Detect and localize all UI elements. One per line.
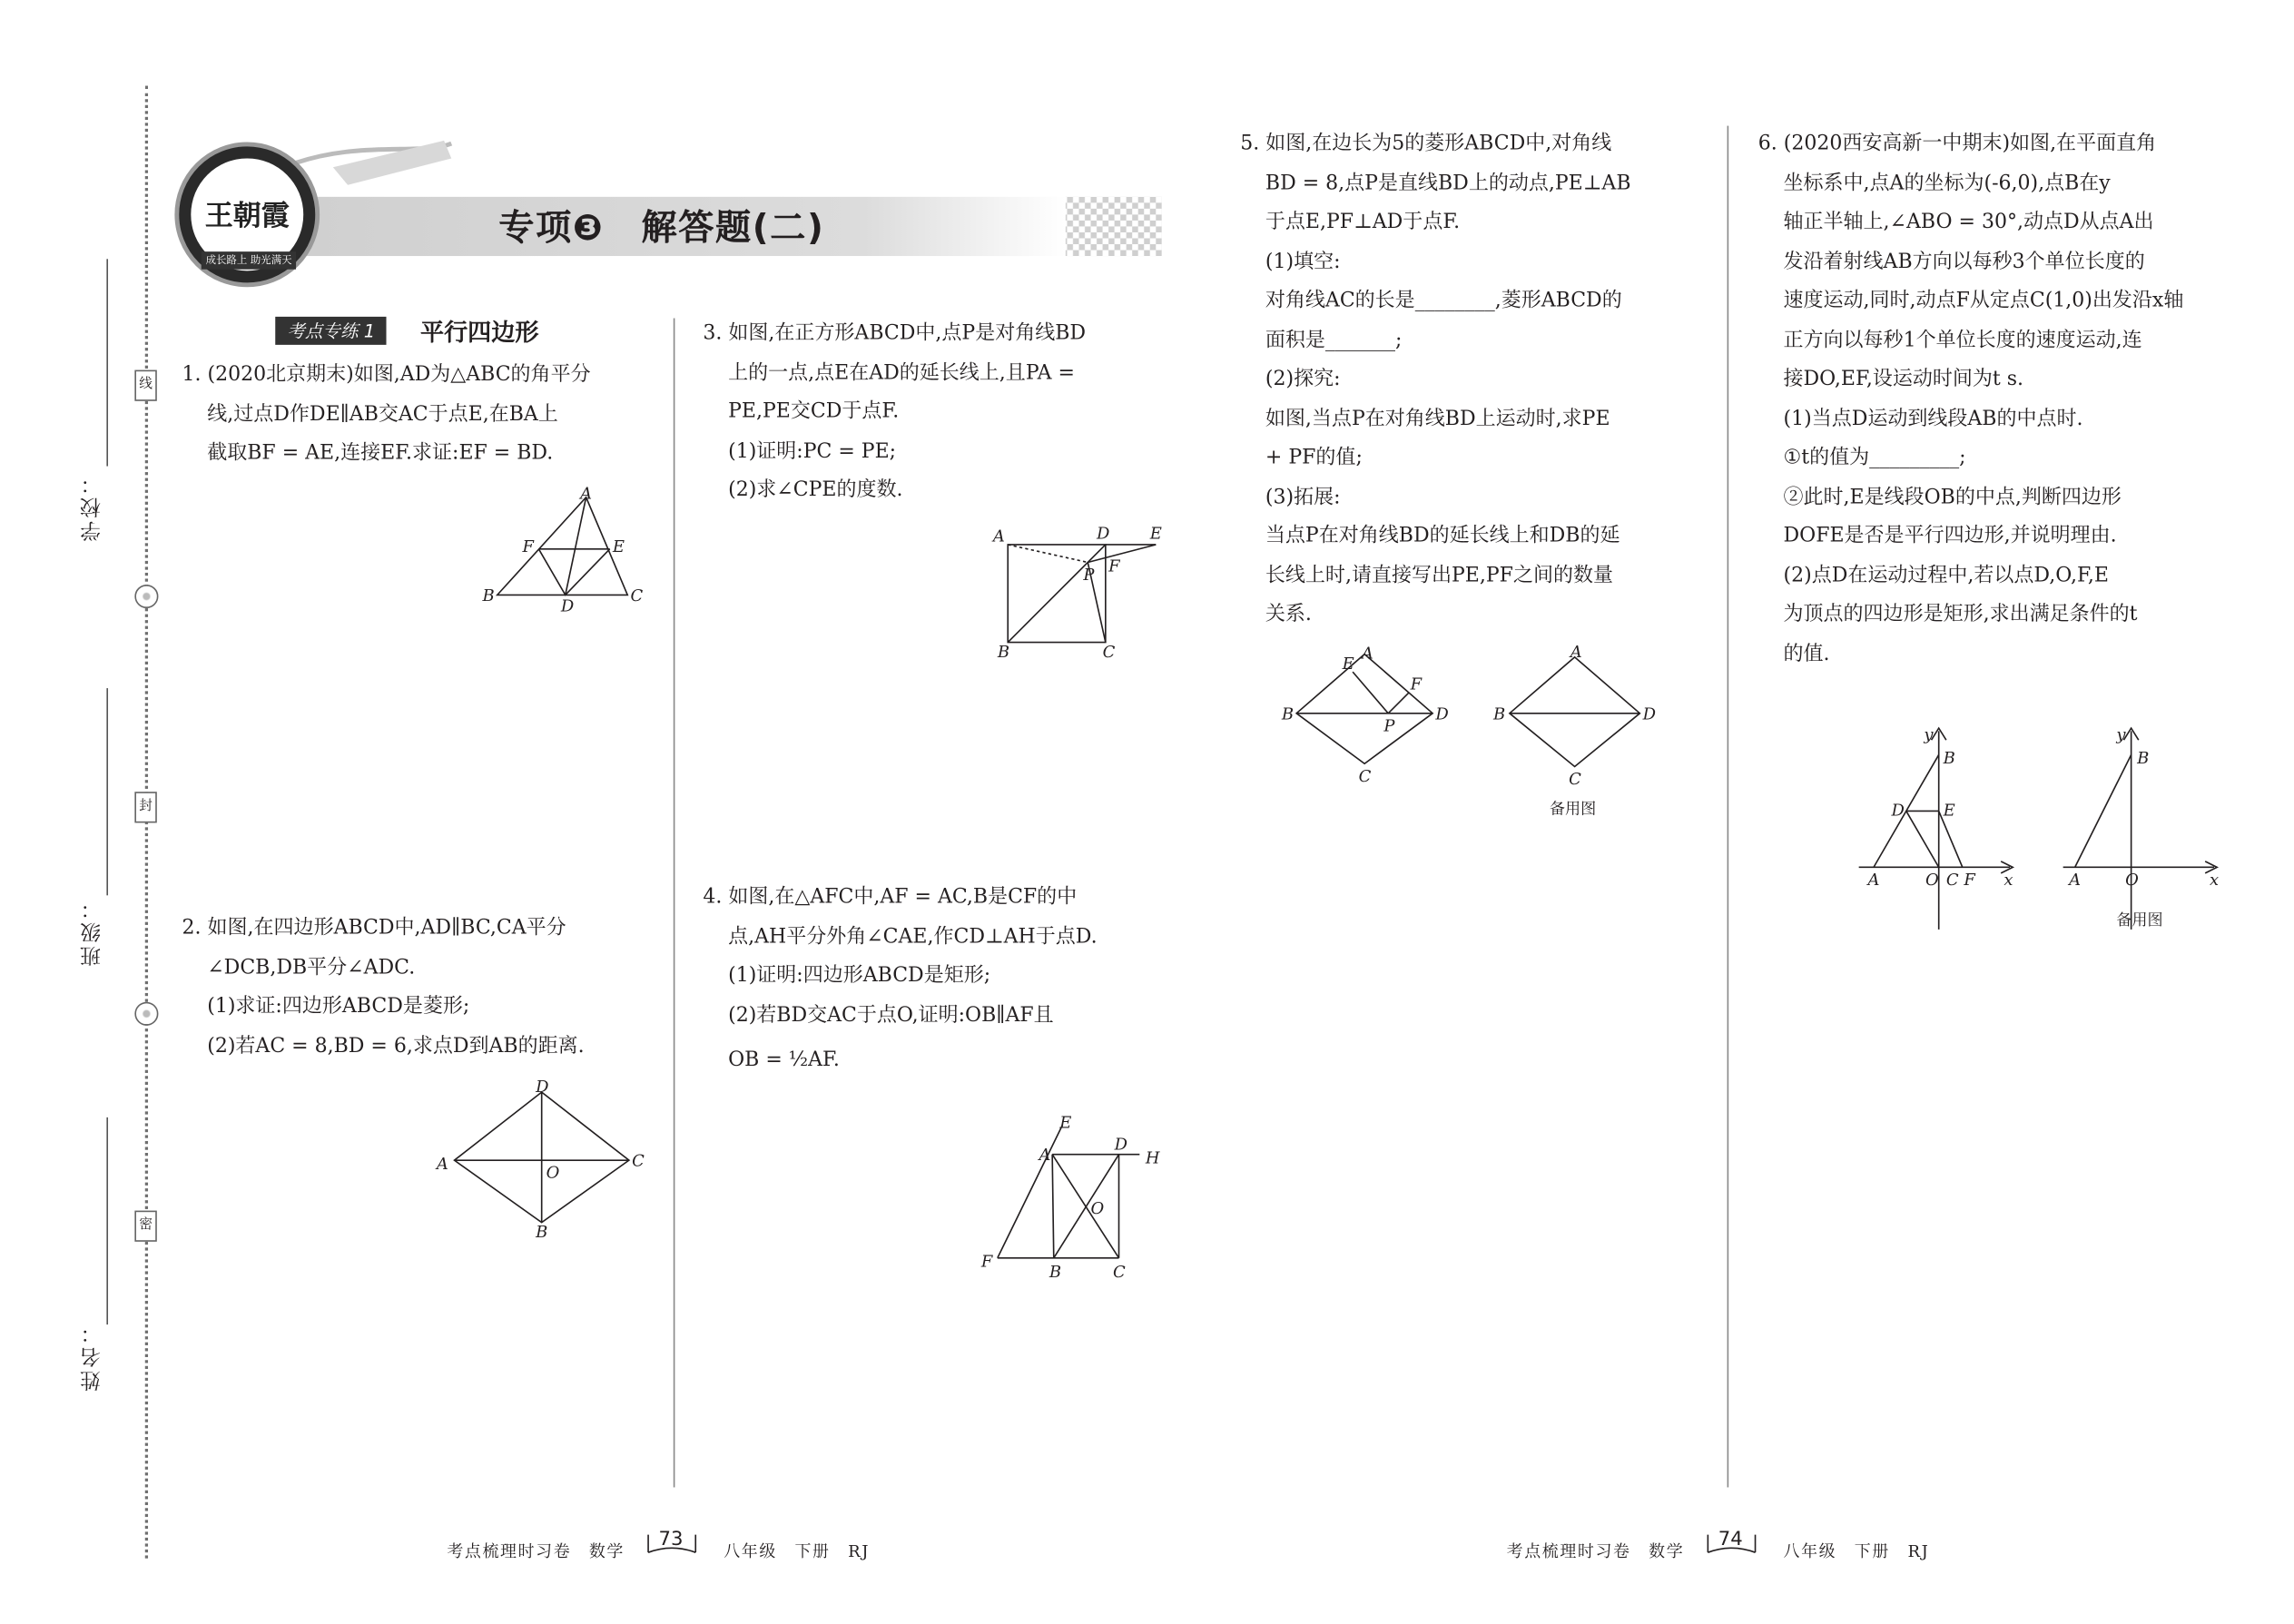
name-underline [106,259,108,466]
fig2-label-d: D [536,1078,549,1097]
page-title: 专项❸ 解答题(二) [498,207,825,249]
fig5-label-e: E [1342,654,1354,674]
footer-left-grade: 八年级 下册 RJ [724,1541,871,1561]
fig5b-label-b: B [1492,704,1506,724]
fig1-label-a: A [580,485,593,504]
fig3-label-b: B [997,642,1009,662]
seal-mark-line: 线 [134,370,156,401]
problem-4 [703,878,1097,1080]
problem-5-line: (1)填空: [1265,249,1341,273]
problem-5-line: 关系. [1265,602,1312,626]
name-underline [106,1117,108,1324]
fig3-label-f: F [1108,556,1120,576]
fig3-label-c: C [1102,642,1116,662]
fig5b-label-c: C [1569,770,1581,790]
fig6-label-y: y [1924,725,1934,745]
class-label: 班级： [80,895,104,967]
problem-1-figure [474,486,652,619]
footer-left-title: 考点梳理时习卷 数学 [447,1541,625,1561]
fig2-label-c: C [632,1151,645,1171]
problem-5-spare-caption: 备用图 [1549,800,1597,819]
fig5-label-a: A [1361,644,1373,664]
problem-6-spare-caption: 备用图 [2116,910,2163,930]
problem-5-line: (2)探究: [1265,367,1341,391]
problem-4-line: (2)若BD交AC于点O,证明:OB∥AF且 [728,1002,1054,1027]
problem-6-line: 坐标系中,点A的坐标为(-6,0),点B在y [1783,171,2111,195]
problem-4-line: OB = ½AF. [728,1048,840,1072]
fig5-label-f: F [1410,674,1423,694]
fig6b-label-y: y [2116,725,2126,745]
problem-1-line: 截取BF = AE,连接EF.求证:EF = BD. [207,440,554,465]
problem-6-line: 轴正半轴上,∠ABO = 30°,动点D从点A出 [1783,210,2154,234]
problem-3 [703,314,1086,510]
problem-2-line: (1)求证:四边形ABCD是菱形; [207,994,470,1019]
fig6b-label-x: x [2210,870,2220,890]
fig6-label-a: A [1867,870,1880,890]
fig1-label-d: D [560,596,575,616]
class-underline [106,688,108,895]
fig3-label-p: P [1083,566,1095,586]
fig5b-label-d: D [1642,704,1657,724]
footer-right-grade: 八年级 下册 RJ [1783,1541,1930,1561]
problem-5-line: + PF的值; [1265,445,1363,469]
fig3-label-e: E [1149,524,1162,544]
problem-6-line: ①t的值为_________; [1783,445,1966,469]
problem-2-line: 2. 如图,在四边形ABCD中,AD∥BC,CA平分 [182,916,566,940]
fig6b-label-a: A [2069,870,2082,890]
fig1-label-c: C [630,586,644,605]
fig6-label-d: D [1891,801,1905,821]
problem-3-line: PE,PE交CD于点F. [728,399,900,424]
problem-3-line: (2)求∠CPE的度数. [728,477,903,502]
problem-6 [1758,124,2184,674]
problem-5-line: 5. 如图,在边长为5的菱形ABCD中,对角线 [1240,132,1612,156]
fig1-label-b: B [482,586,495,605]
problem-2-figure [429,1078,652,1244]
fig5-label-d: D [1435,704,1449,724]
footer-right-title: 考点梳理时习卷 数学 [1506,1541,1685,1561]
problem-5-line: 对角线AC的长是________,菱形ABCD的 [1265,288,1622,312]
fig1-label-f: F [522,537,534,557]
binding-hole-icon [134,1002,158,1026]
fig4-label-a: A [1039,1146,1051,1166]
fig4-label-h: H [1145,1148,1160,1168]
problem-5-line: 长线上时,请直接写出PE,PF之间的数量 [1265,563,1614,587]
section-tag: 考点专练 1 [275,317,387,345]
fig6-label-o: O [1925,870,1939,890]
fig5b-label-a: A [1570,642,1582,662]
problem-6-line: 速度运动,同时,动点F从定点C(1,0)出发沿x轴 [1783,288,2184,312]
fig6-label-e: E [1943,801,1955,821]
problem-6-line: 正方向以每秒1个单位长度的速度运动,连 [1783,328,2142,352]
fig1-label-e: E [612,537,625,557]
problem-5-line: 于点E,PF⊥AD于点F. [1265,210,1461,234]
problem-2-line: ∠DCB,DB平分∠ADC. [207,955,416,979]
problem-5-spare-figure [1480,639,1672,824]
page-number-right: 74 [1718,1529,1743,1551]
logo-motto: 成长路上 助光满天 [202,251,297,270]
problem-6-line: (2)点D在运动过程中,若以点D,O,F,E [1783,563,2109,587]
fig2-label-o: O [546,1163,560,1183]
problem-5-line: 面积是_______; [1265,328,1403,352]
fig2-label-a: A [436,1154,448,1174]
logo-name: 王朝霞 [204,200,290,232]
seal-mark-seal: 封 [134,792,156,822]
problem-2-line: (2)若AC = 8,BD = 6,求点D到AB的距离. [207,1033,585,1058]
problem-6-line: 发沿着射线AB方向以每秒3个单位长度的 [1783,249,2145,273]
binding-hole-icon [134,585,158,608]
problem-1-line: 1. (2020北京期末)如图,AD为△ABC的角平分 [182,362,591,387]
school-label: 学校： [80,470,104,542]
problem-3-line: 3. 如图,在正方形ABCD中,点P是对角线BD [703,320,1087,345]
problem-3-figure [984,518,1177,666]
fig6b-label-o: O [2125,870,2139,890]
problem-4-line: 点,AH平分外角∠CAE,作CD⊥AH于点D. [728,924,1098,949]
problem-6-line: ②此时,E是线段OB的中点,判断四边形 [1783,484,2122,509]
problem-4-figure [977,1110,1177,1288]
problem-4-line: 4. 如图,在△AFC中,AF = AC,B是CF的中 [703,884,1078,910]
problem-5-line: 当点P在对角线BD的延长线上和DB的延 [1265,524,1620,548]
fig3-label-d: D [1097,524,1110,544]
fig4-label-c: C [1112,1262,1126,1282]
problem-4-line: (1)证明:四边形ABCD是矩形; [728,963,991,988]
problem-5-line: 如图,当点P在对角线BD上运动时,求PE [1265,406,1610,430]
fig4-label-b: B [1049,1262,1062,1282]
fig6-label-c: C [1945,870,1959,890]
problem-2 [182,909,585,1066]
fig4-label-f: F [980,1252,993,1272]
problem-6-line: (1)当点D运动到线段AB的中点时. [1783,406,2083,430]
fig4-label-o: O [1090,1198,1105,1218]
problem-6-spare-figure [2057,723,2235,945]
problem-5 [1240,124,1630,635]
section-title: 平行四边形 [420,318,539,347]
fig6-label-x: x [2004,870,2013,890]
seal-mark-secret: 密 [134,1211,156,1242]
fig4-label-e: E [1059,1113,1072,1133]
problem-6-line: 的值. [1783,641,1830,665]
problem-6-line: 6. (2020西安高新一中期末)如图,在平面直角 [1757,132,2157,156]
problem-5-line: (3)拓展: [1265,484,1341,509]
problem-1 [182,355,591,473]
page-number-left: 73 [658,1529,684,1551]
fig5-label-b: B [1281,704,1295,724]
fig3-label-a: A [992,527,1005,546]
problem-3-line: 上的一点,点E在AD的延长线上,且PA = [728,359,1075,385]
fig6-label-f: F [1964,870,1975,890]
problem-1-line: 线,过点D作DE∥AB交AC于点E,在BA上 [207,401,558,426]
problem-5-figure [1273,639,1465,787]
problem-5-line: BD = 8,点P是直线BD上的动点,PE⊥AB [1265,171,1631,195]
column-divider [1728,126,1729,1488]
fig6-label-b: B [1943,749,1955,769]
name-label: 姓名： [80,1320,104,1392]
fig6b-label-b: B [2137,749,2150,769]
fig5-label-c: C [1358,766,1372,786]
fig4-label-d: D [1114,1135,1127,1155]
fig2-label-b: B [536,1222,548,1242]
column-divider [674,319,675,1488]
problem-3-line: (1)证明:PC = PE; [728,438,897,463]
problem-6-line: 接DO,EF,设运动时间为t s. [1783,367,2024,391]
problem-6-figure [1850,723,2028,945]
fig5-label-p: P [1383,716,1395,736]
problem-6-line: 为顶点的四边形是矩形,求出满足条件的t [1783,602,2138,626]
problem-6-line: DOFE是否是平行四边形,并说明理由. [1783,524,2117,548]
